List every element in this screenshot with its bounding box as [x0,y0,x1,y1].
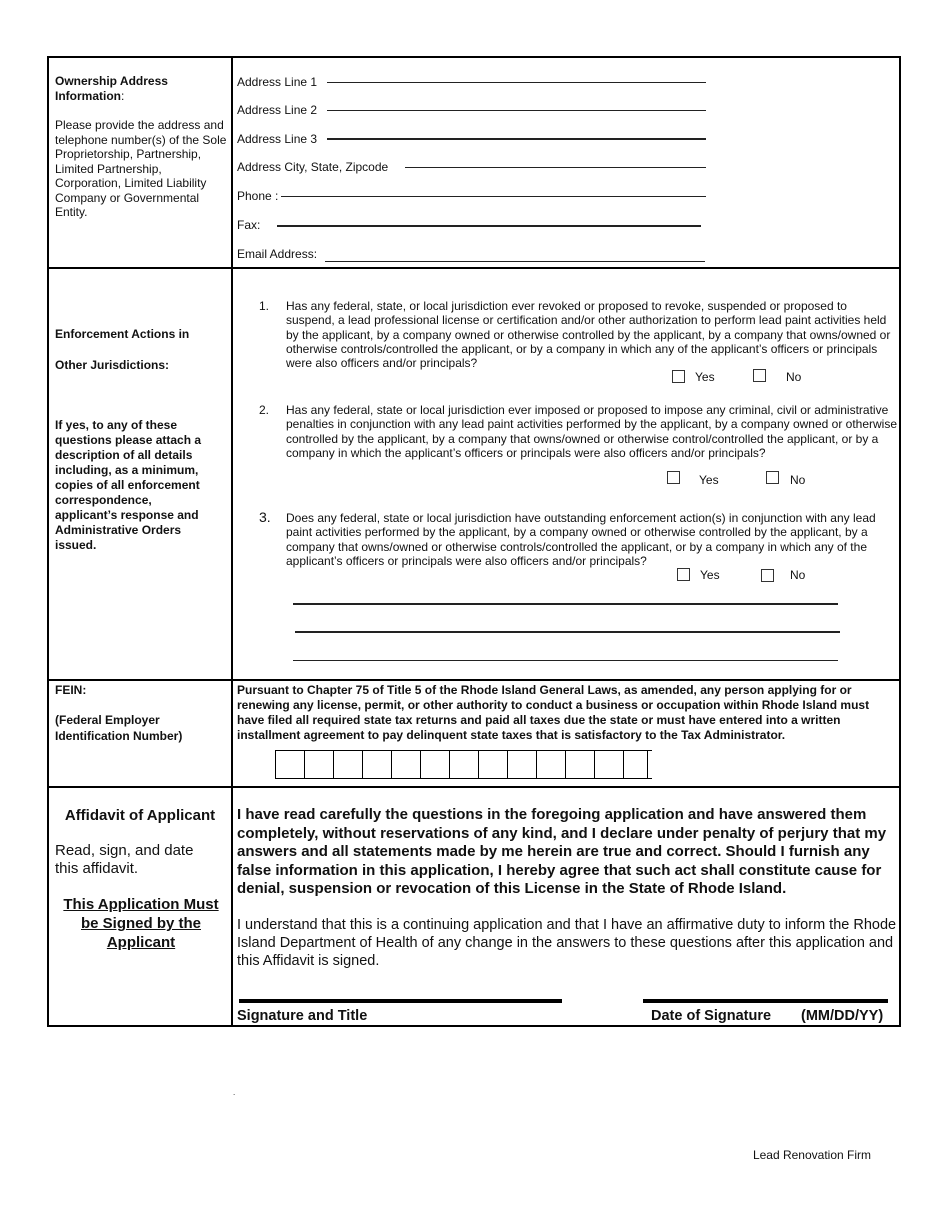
date-format: (MM/DD/YY) [801,1008,884,1024]
fein-subheading: (Federal Employer Identification Number) [55,713,183,743]
question-1-yes-label: Yes [695,370,715,384]
phone-label: Phone : [237,189,279,203]
fein-statement: Pursuant to Chapter 75 of Title 5 of the Rhode Island General Laws, as amended, any person applying for or renewing any license, permit, or other authority to conduct a business or occupation within Rhode Island must have filed all required state tax returns and paid all taxes due the state or must have entered into a written installment agreement to pay delinquent state taxes that is satisfactory to the Tax Administrator. [237,683,870,742]
question-1-number: 1. [259,299,270,313]
column-divider [231,58,233,1025]
question-3-text: Does any federal, state or local jurisdiction have outstanding enforcement action(s) in conjunction with any lead paint activities performed by the applicant, by a company owned or otherwise controlled by the applicant, by a company that owns/owned or otherwise controls/controlled the applicant, or by a company in which any of the applicant’s officers or principals were also officers and/or principals? [286,511,876,568]
question-3-number: 3. [259,509,271,525]
email-label: Email Address: [237,247,318,261]
ownership-heading-block [55,74,225,103]
explanation-line-1[interactable] [293,603,838,605]
affidavit-heading: Affidavit of Applicant [64,807,216,824]
fein-digit-box[interactable] [536,750,565,779]
address-line-2-field[interactable] [327,110,706,111]
email-field[interactable] [325,261,705,262]
question-2-no-label: No [790,473,806,487]
fax-label: Fax: [237,218,261,232]
ownership-description: Please provide the address and telephone number(s) of the Sole Proprietorship, Partnership, Limited Partnership, Corporation, Limited Liability Company or Governmental Entity. [55,118,227,219]
fein-digit-box[interactable] [594,750,623,779]
fein-heading: FEIN: [55,683,87,697]
date-line[interactable] [643,999,888,1003]
question-2-no-checkbox[interactable] [766,471,779,484]
row-divider-fein [49,786,899,788]
address-city-field[interactable] [405,167,706,168]
question-2-number: 2. [259,403,270,417]
address-line-1-label: Address Line 1 [237,75,318,89]
fein-digit-box[interactable] [275,750,304,779]
affidavit-instruction: Read, sign, and date this affidavit. [55,842,194,877]
question-2-text: Has any federal, state or local jurisdiction ever imposed or proposed to impose any criminal, civil or administrative penalties in conjunction with any lead paint activities performed by the applicant, by a company owned or otherwise controlled by the applicant, by a company that owns/owned or otherwise control/controlled the applicant, or by a company in which the applicant’s officers or principals were also officers and/or principals? [286,403,898,460]
address-line-2-label: Address Line 2 [237,103,318,117]
question-1-yes-checkbox[interactable] [672,370,685,383]
affidavit-continuing-duty: I understand that this is a continuing application and that I have an affirmative duty to inform the Rhode Island Department of Health of any change in the answers to these questions after this application and this Affidavit is signed. [237,917,897,969]
fein-digit-box[interactable] [304,750,333,779]
fein-digit-box[interactable] [333,750,362,779]
application-form [47,56,901,1027]
row-divider-enforcement [49,679,899,681]
row-divider-ownership [49,267,899,269]
fein-digit-box[interactable] [478,750,507,779]
question-2-yes-label: Yes [699,473,719,487]
fax-field[interactable] [277,225,701,227]
fein-digit-box[interactable] [507,750,536,779]
enforcement-heading-line2: Other Jurisdictions: [55,358,170,372]
footer-label: Lead Renovation Firm [752,1148,871,1162]
date-label: Date of Signature [651,1008,772,1024]
ownership-heading-colon: : [121,88,125,103]
question-1-text: Has any federal, state, or local jurisdiction ever revoked or proposed to revoke, suspended or proposed to suspend, a lead professional license or certification and/or other authorization to perform lead paint activities held by the applicant, by a company owned or otherwise controlled by the applicant, by a company that owns/owned or otherwise controls/controlled the applicant, or by a company in which any of the applicant’s officers or principals were also officers and/or principals? [286,299,891,371]
fein-digit-box[interactable] [391,750,420,779]
fein-digit-box[interactable] [565,750,594,779]
explanation-line-2[interactable] [295,631,840,633]
signature-line[interactable] [239,999,562,1003]
enforcement-heading-line1: Enforcement Actions in [55,327,190,341]
question-3-yes-label: Yes [700,568,720,582]
question-3-yes-checkbox[interactable] [677,568,690,581]
question-1-no-label: No [786,370,802,384]
must-sign-notice: This Application Must be Signed by the Applicant [63,896,219,951]
fein-box-end [647,750,648,779]
address-line-1-field[interactable] [327,82,706,83]
stray-dot: . [233,1088,236,1097]
fein-digit-box[interactable] [449,750,478,779]
ownership-heading: Ownership Address Information [55,74,168,103]
affidavit-declaration: I have read carefully the questions in the foregoing application and have answered them completely, without reservations of any kind, and I declare under penalty of perjury that my answers and all statements made by me herein are true and correct. Should I furnish any false information in this application, I hereby agree that such act shall constitute cause for denial, suspension or revocation of this License in the State of Rhode Island. [237,806,887,897]
question-1-no-checkbox[interactable] [753,369,766,382]
address-line-3-field[interactable] [327,138,706,140]
question-2-yes-checkbox[interactable] [667,471,680,484]
address-city-label: Address City, State, Zipcode [237,160,389,174]
question-3-no-label: No [790,568,806,582]
signature-label: Signature and Title [237,1008,368,1024]
fein-digit-box[interactable] [420,750,449,779]
enforcement-instructions: If yes, to any of these questions please attach a description of all details including, as a minimum, copies of all enforcement correspondence, applicant’s response and Administrative Orders issued. [55,418,202,552]
explanation-line-3[interactable] [293,660,838,661]
address-line-3-label: Address Line 3 [237,132,318,146]
phone-field[interactable] [281,196,706,197]
question-3-no-checkbox[interactable] [761,569,774,582]
fein-digit-box[interactable] [362,750,391,779]
